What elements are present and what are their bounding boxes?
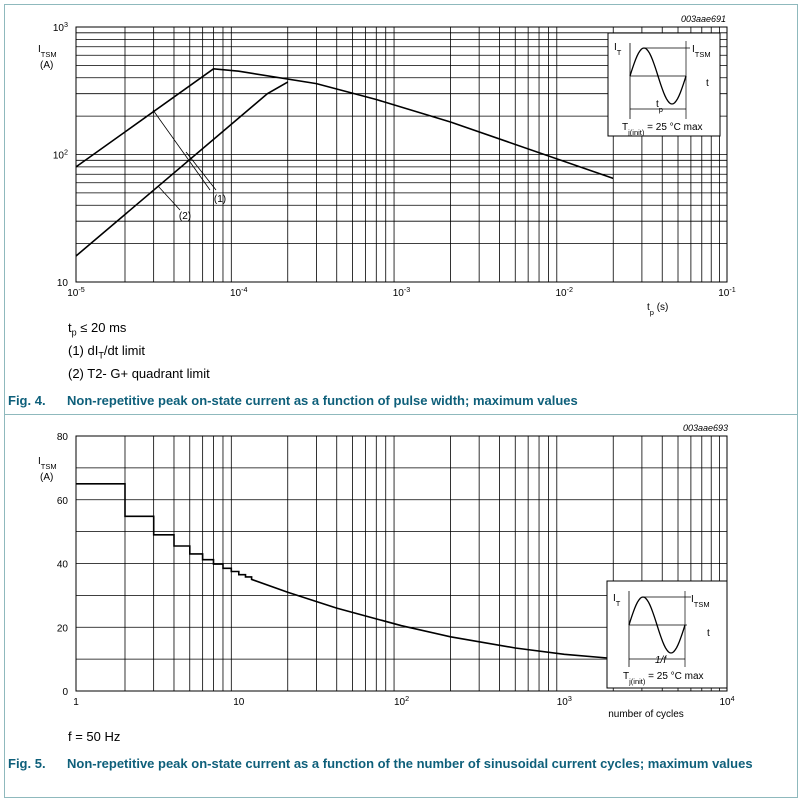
fig5-inset-it-label: $I_T$ [613,593,621,608]
fig4-series-curve-1 [76,69,613,179]
fig4-leader-1b [186,152,216,190]
fig5-xtick-label: 1 [73,697,79,708]
fig4-xtick-label: $10^{-2}$ [555,284,574,299]
fig5-ylabel: $I_{TSM}$ [38,456,57,471]
fig5-caption [8,754,788,774]
fig5-ylabel-unit: (A) [40,472,54,483]
fig4-figure-id: 003aae691 [680,14,726,24]
fig4-xtick-label: $10^{-4}$ [229,284,248,299]
fig4-leader-2 [158,186,180,210]
fig5-xtick-label: $10^4$ [719,693,735,708]
fig5-ytick-label: 40 [56,559,68,571]
fig4-inset-tj-label: $T_{j(init)} = 25$ °C max [622,122,703,137]
fig4-inset-box [608,33,720,136]
fig4-ylabel: $I_{TSM}$ [38,44,57,59]
fig4-xlabel: $t_p$ (s) [647,302,669,317]
fig4-note-1: (1) $dI_T/dt$ limit [68,343,146,361]
figure5-chart [38,423,735,720]
fig5-inset-tj-label: $T_{j(init)} = 25$ °C max [623,671,704,686]
fig4-inset-itsm-label: $I_{TSM}$ [692,44,711,59]
fig5-inset-itsm-label: $I_{TSM}$ [691,594,710,609]
fig4-note-tp: $t_p \le 20$ ms [68,320,127,338]
fig4-annotation-2: (2) [178,211,192,222]
fig4-annotation-1: (1) [213,194,227,205]
fig4-ytick-label: $10^2$ [52,147,68,162]
fig5-ytick-label: 60 [56,495,68,507]
fig5-caption-number: Fig. 5. [8,756,46,771]
fig4-series-curve-2 [76,82,288,256]
fig4-xtick-label: $10^{-1}$ [718,284,736,299]
fig5-figure-id: 003aae693 [682,423,728,433]
fig4-ytick-label: 10 [56,278,68,289]
fig4-ytick-label: $10^3$ [52,19,68,34]
fig4-xtick-label: $10^{-5}$ [67,284,85,299]
fig4-inset-t-label: t [706,78,709,89]
fig4-caption [8,391,788,411]
fig5-inset-t-label: t [707,628,710,639]
fig5-xtick-label: $10^2$ [393,693,410,708]
fig4-note-2: (2) T2- G+ quadrant limit [68,366,210,381]
fig4-caption-number: Fig. 4. [8,393,46,408]
fig4-inset-tp-label: $t_p$ [656,99,663,114]
fig4-inset-it-label: $I_T$ [614,42,622,57]
fig4-ylabel-unit: (A) [40,60,54,71]
fig4-caption-title: Non-repetitive peak on-state current as a function of pulse width; maximum values [67,393,578,408]
fig5-ytick-label: 0 [62,687,68,698]
fig5-note-freq: f = 50 Hz [68,729,121,744]
fig5-caption-title: Non-repetitive peak on-state current as a function of the number of sinusoidal current cycles; maximum values [67,756,753,771]
figure4-chart [38,0,736,317]
fig5-inset-f-label: 1/f [655,655,667,666]
fig5-xtick-label: $10^3$ [556,693,572,708]
fig5-xlabel: number of cycles [608,709,684,720]
fig4-xtick-label: $10^{-3}$ [392,284,411,299]
fig5-ytick-label: 80 [56,432,68,443]
fig5-ytick-label: 20 [56,623,68,635]
fig5-xtick-label: 10 [233,697,245,708]
